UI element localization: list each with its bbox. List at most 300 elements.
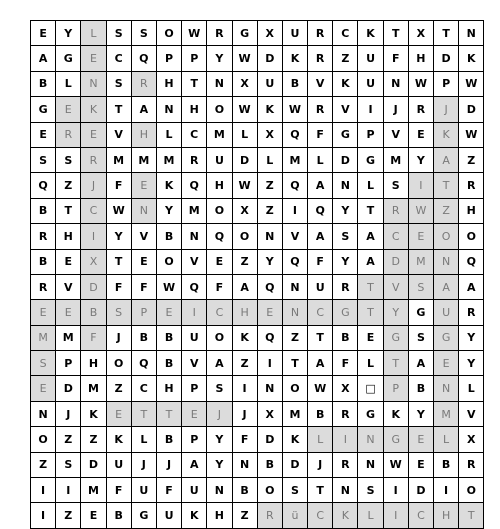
- grid-cell[interactable]: T: [56, 198, 81, 223]
- grid-cell[interactable]: B: [282, 71, 307, 96]
- grid-cell[interactable]: S: [106, 300, 131, 325]
- grid-cell[interactable]: D: [56, 376, 81, 401]
- grid-cell[interactable]: E: [434, 351, 459, 376]
- grid-cell[interactable]: Z: [459, 147, 484, 172]
- grid-cell[interactable]: B: [156, 427, 181, 452]
- grid-cell[interactable]: T: [156, 401, 181, 426]
- grid-cell[interactable]: C: [333, 21, 358, 46]
- grid-cell[interactable]: R: [182, 147, 207, 172]
- grid-cell[interactable]: E: [131, 249, 156, 274]
- grid-cell[interactable]: □: [358, 376, 383, 401]
- grid-cell[interactable]: A: [207, 351, 232, 376]
- grid-cell[interactable]: V: [106, 122, 131, 147]
- grid-cell[interactable]: Q: [182, 173, 207, 198]
- grid-cell[interactable]: E: [31, 300, 56, 325]
- grid-cell[interactable]: U: [106, 452, 131, 477]
- grid-cell[interactable]: F: [131, 274, 156, 299]
- grid-cell[interactable]: I: [81, 224, 106, 249]
- grid-cell[interactable]: R: [308, 21, 333, 46]
- grid-cell[interactable]: E: [81, 46, 106, 71]
- grid-cell[interactable]: U: [282, 21, 307, 46]
- grid-cell[interactable]: B: [434, 452, 459, 477]
- grid-cell[interactable]: Y: [333, 249, 358, 274]
- grid-cell[interactable]: B: [232, 478, 257, 503]
- grid-cell[interactable]: O: [207, 97, 232, 122]
- grid-cell[interactable]: E: [31, 122, 56, 147]
- grid-cell[interactable]: E: [106, 401, 131, 426]
- grid-cell[interactable]: B: [31, 198, 56, 223]
- grid-cell[interactable]: V: [131, 224, 156, 249]
- grid-cell[interactable]: A: [31, 46, 56, 71]
- grid-cell[interactable]: L: [56, 71, 81, 96]
- grid-cell[interactable]: J: [232, 401, 257, 426]
- grid-cell[interactable]: I: [232, 376, 257, 401]
- grid-cell[interactable]: U: [308, 274, 333, 299]
- grid-cell[interactable]: E: [81, 503, 106, 528]
- grid-cell[interactable]: W: [182, 21, 207, 46]
- grid-cell[interactable]: Q: [282, 173, 307, 198]
- grid-cell[interactable]: V: [182, 351, 207, 376]
- grid-cell[interactable]: I: [31, 478, 56, 503]
- grid-cell[interactable]: B: [408, 376, 433, 401]
- grid-cell[interactable]: L: [232, 122, 257, 147]
- grid-cell[interactable]: H: [232, 300, 257, 325]
- grid-cell[interactable]: C: [308, 503, 333, 528]
- grid-cell[interactable]: I: [257, 351, 282, 376]
- grid-cell[interactable]: N: [282, 300, 307, 325]
- grid-cell[interactable]: B: [131, 325, 156, 350]
- grid-cell[interactable]: C: [308, 300, 333, 325]
- grid-cell[interactable]: V: [333, 97, 358, 122]
- grid-cell[interactable]: U: [156, 503, 181, 528]
- grid-cell[interactable]: S: [106, 71, 131, 96]
- grid-cell[interactable]: S: [383, 173, 408, 198]
- grid-cell[interactable]: J: [207, 401, 232, 426]
- grid-cell[interactable]: Y: [56, 21, 81, 46]
- grid-cell[interactable]: Z: [56, 503, 81, 528]
- grid-cell[interactable]: M: [131, 147, 156, 172]
- grid-cell[interactable]: N: [232, 452, 257, 477]
- grid-cell[interactable]: T: [358, 300, 383, 325]
- grid-cell[interactable]: X: [408, 21, 433, 46]
- grid-cell[interactable]: Q: [257, 274, 282, 299]
- grid-cell[interactable]: F: [106, 478, 131, 503]
- grid-cell[interactable]: A: [308, 351, 333, 376]
- grid-cell[interactable]: F: [106, 274, 131, 299]
- grid-cell[interactable]: W: [156, 274, 181, 299]
- grid-cell[interactable]: E: [358, 325, 383, 350]
- grid-cell[interactable]: B: [81, 300, 106, 325]
- grid-cell[interactable]: R: [333, 452, 358, 477]
- grid-cell[interactable]: A: [459, 274, 484, 299]
- grid-cell[interactable]: Y: [106, 224, 131, 249]
- grid-cell[interactable]: O: [434, 224, 459, 249]
- grid-cell[interactable]: N: [358, 427, 383, 452]
- grid-cell[interactable]: C: [81, 198, 106, 223]
- grid-cell[interactable]: B: [156, 325, 181, 350]
- grid-cell[interactable]: C: [207, 300, 232, 325]
- grid-cell[interactable]: I: [333, 427, 358, 452]
- grid-cell[interactable]: I: [383, 503, 408, 528]
- grid-cell[interactable]: O: [207, 198, 232, 223]
- grid-cell[interactable]: L: [308, 427, 333, 452]
- grid-cell[interactable]: P: [156, 46, 181, 71]
- grid-cell[interactable]: A: [232, 274, 257, 299]
- grid-cell[interactable]: I: [282, 198, 307, 223]
- grid-cell[interactable]: X: [232, 198, 257, 223]
- grid-cell[interactable]: M: [81, 376, 106, 401]
- grid-cell[interactable]: A: [308, 224, 333, 249]
- grid-cell[interactable]: R: [459, 173, 484, 198]
- grid-cell[interactable]: B: [106, 503, 131, 528]
- grid-cell[interactable]: D: [257, 46, 282, 71]
- grid-cell[interactable]: T: [434, 21, 459, 46]
- grid-cell[interactable]: F: [333, 351, 358, 376]
- grid-cell[interactable]: I: [31, 503, 56, 528]
- grid-cell[interactable]: R: [333, 401, 358, 426]
- grid-cell[interactable]: Z: [434, 198, 459, 223]
- grid-cell[interactable]: Q: [308, 198, 333, 223]
- grid-cell[interactable]: S: [408, 325, 433, 350]
- grid-cell[interactable]: T: [434, 173, 459, 198]
- grid-cell[interactable]: P: [182, 427, 207, 452]
- grid-cell[interactable]: N: [333, 478, 358, 503]
- grid-cell[interactable]: K: [282, 46, 307, 71]
- grid-cell[interactable]: U: [131, 478, 156, 503]
- grid-cell[interactable]: O: [156, 21, 181, 46]
- grid-cell[interactable]: K: [459, 46, 484, 71]
- grid-cell[interactable]: Z: [232, 503, 257, 528]
- grid-cell[interactable]: T: [106, 249, 131, 274]
- grid-cell[interactable]: S: [282, 478, 307, 503]
- grid-cell[interactable]: Q: [131, 351, 156, 376]
- grid-cell[interactable]: E: [257, 300, 282, 325]
- grid-cell[interactable]: Z: [257, 173, 282, 198]
- grid-cell[interactable]: G: [408, 300, 433, 325]
- grid-cell[interactable]: I: [182, 300, 207, 325]
- grid-cell[interactable]: Y: [207, 452, 232, 477]
- grid-cell[interactable]: Z: [56, 427, 81, 452]
- grid-cell[interactable]: O: [31, 427, 56, 452]
- grid-cell[interactable]: O: [282, 376, 307, 401]
- grid-cell[interactable]: D: [257, 427, 282, 452]
- grid-cell[interactable]: M: [182, 198, 207, 223]
- grid-cell[interactable]: D: [81, 452, 106, 477]
- grid-cell[interactable]: M: [31, 325, 56, 350]
- grid-cell[interactable]: T: [308, 325, 333, 350]
- grid-cell[interactable]: L: [156, 122, 181, 147]
- grid-cell[interactable]: L: [358, 503, 383, 528]
- grid-cell[interactable]: F: [106, 173, 131, 198]
- grid-cell[interactable]: J: [156, 452, 181, 477]
- grid-cell[interactable]: G: [434, 325, 459, 350]
- grid-cell[interactable]: G: [56, 46, 81, 71]
- grid-cell[interactable]: J: [81, 173, 106, 198]
- grid-cell[interactable]: N: [434, 376, 459, 401]
- grid-cell[interactable]: ü: [282, 503, 307, 528]
- grid-cell[interactable]: H: [56, 224, 81, 249]
- grid-cell[interactable]: H: [207, 173, 232, 198]
- grid-cell[interactable]: T: [182, 71, 207, 96]
- grid-cell[interactable]: B: [308, 401, 333, 426]
- grid-cell[interactable]: W: [459, 122, 484, 147]
- grid-cell[interactable]: F: [308, 122, 333, 147]
- grid-cell[interactable]: Q: [257, 325, 282, 350]
- grid-cell[interactable]: P: [131, 300, 156, 325]
- grid-cell[interactable]: T: [106, 97, 131, 122]
- grid-cell[interactable]: N: [131, 198, 156, 223]
- grid-cell[interactable]: W: [383, 452, 408, 477]
- grid-cell[interactable]: R: [308, 46, 333, 71]
- grid-cell[interactable]: T: [358, 274, 383, 299]
- grid-cell[interactable]: H: [207, 503, 232, 528]
- grid-cell[interactable]: Z: [56, 173, 81, 198]
- grid-cell[interactable]: A: [308, 173, 333, 198]
- grid-cell[interactable]: Y: [333, 198, 358, 223]
- grid-cell[interactable]: K: [358, 21, 383, 46]
- grid-cell[interactable]: W: [232, 97, 257, 122]
- grid-cell[interactable]: F: [156, 478, 181, 503]
- grid-cell[interactable]: R: [257, 503, 282, 528]
- grid-cell[interactable]: G: [31, 97, 56, 122]
- grid-cell[interactable]: K: [182, 503, 207, 528]
- grid-cell[interactable]: X: [257, 122, 282, 147]
- grid-cell[interactable]: K: [106, 427, 131, 452]
- grid-cell[interactable]: Z: [282, 325, 307, 350]
- grid-cell[interactable]: U: [182, 478, 207, 503]
- grid-cell[interactable]: Y: [156, 198, 181, 223]
- grid-cell[interactable]: K: [232, 325, 257, 350]
- grid-cell[interactable]: K: [81, 97, 106, 122]
- grid-cell[interactable]: Z: [232, 351, 257, 376]
- grid-cell[interactable]: Q: [31, 173, 56, 198]
- grid-cell[interactable]: O: [459, 224, 484, 249]
- grid-cell[interactable]: N: [333, 173, 358, 198]
- grid-cell[interactable]: K: [333, 503, 358, 528]
- grid-cell[interactable]: K: [81, 401, 106, 426]
- grid-cell[interactable]: F: [383, 46, 408, 71]
- grid-cell[interactable]: R: [131, 71, 156, 96]
- grid-cell[interactable]: S: [131, 21, 156, 46]
- grid-cell[interactable]: O: [232, 224, 257, 249]
- grid-cell[interactable]: Y: [408, 401, 433, 426]
- grid-cell[interactable]: U: [207, 147, 232, 172]
- grid-cell[interactable]: P: [434, 71, 459, 96]
- grid-cell[interactable]: N: [31, 401, 56, 426]
- grid-cell[interactable]: G: [333, 122, 358, 147]
- grid-cell[interactable]: V: [459, 401, 484, 426]
- grid-cell[interactable]: S: [31, 351, 56, 376]
- grid-cell[interactable]: M: [207, 122, 232, 147]
- grid-cell[interactable]: X: [232, 71, 257, 96]
- grid-cell[interactable]: F: [207, 274, 232, 299]
- grid-cell[interactable]: I: [434, 478, 459, 503]
- grid-cell[interactable]: A: [358, 249, 383, 274]
- grid-cell[interactable]: E: [56, 300, 81, 325]
- grid-cell[interactable]: D: [383, 249, 408, 274]
- grid-cell[interactable]: O: [106, 351, 131, 376]
- grid-cell[interactable]: Y: [207, 427, 232, 452]
- grid-cell[interactable]: T: [308, 478, 333, 503]
- grid-cell[interactable]: C: [131, 376, 156, 401]
- grid-cell[interactable]: X: [459, 427, 484, 452]
- grid-cell[interactable]: Q: [131, 46, 156, 71]
- grid-cell[interactable]: E: [408, 452, 433, 477]
- grid-cell[interactable]: W: [408, 71, 433, 96]
- grid-cell[interactable]: Q: [282, 249, 307, 274]
- grid-cell[interactable]: H: [131, 122, 156, 147]
- grid-cell[interactable]: E: [81, 122, 106, 147]
- grid-cell[interactable]: V: [56, 274, 81, 299]
- grid-cell[interactable]: U: [358, 71, 383, 96]
- grid-cell[interactable]: J: [131, 452, 156, 477]
- grid-cell[interactable]: Y: [383, 300, 408, 325]
- grid-cell[interactable]: H: [459, 198, 484, 223]
- grid-cell[interactable]: T: [358, 198, 383, 223]
- grid-cell[interactable]: L: [131, 427, 156, 452]
- grid-cell[interactable]: V: [383, 274, 408, 299]
- grid-cell[interactable]: T: [459, 503, 484, 528]
- grid-cell[interactable]: U: [434, 300, 459, 325]
- grid-cell[interactable]: Y: [207, 46, 232, 71]
- grid-cell[interactable]: L: [459, 376, 484, 401]
- grid-cell[interactable]: C: [106, 46, 131, 71]
- grid-cell[interactable]: E: [31, 376, 56, 401]
- grid-cell[interactable]: L: [358, 173, 383, 198]
- grid-cell[interactable]: V: [308, 71, 333, 96]
- grid-cell[interactable]: X: [257, 21, 282, 46]
- grid-cell[interactable]: R: [81, 147, 106, 172]
- grid-cell[interactable]: B: [333, 325, 358, 350]
- grid-cell[interactable]: G: [358, 401, 383, 426]
- grid-cell[interactable]: M: [408, 249, 433, 274]
- grid-cell[interactable]: M: [434, 401, 459, 426]
- grid-cell[interactable]: D: [282, 452, 307, 477]
- grid-cell[interactable]: P: [56, 351, 81, 376]
- grid-cell[interactable]: I: [56, 478, 81, 503]
- grid-cell[interactable]: I: [358, 97, 383, 122]
- grid-cell[interactable]: W: [408, 198, 433, 223]
- grid-cell[interactable]: K: [156, 173, 181, 198]
- grid-cell[interactable]: G: [358, 147, 383, 172]
- grid-cell[interactable]: Z: [106, 376, 131, 401]
- grid-cell[interactable]: N: [207, 71, 232, 96]
- grid-cell[interactable]: G: [131, 503, 156, 528]
- grid-cell[interactable]: Q: [207, 224, 232, 249]
- grid-cell[interactable]: W: [232, 46, 257, 71]
- grid-cell[interactable]: E: [408, 122, 433, 147]
- grid-cell[interactable]: A: [408, 351, 433, 376]
- grid-cell[interactable]: D: [459, 97, 484, 122]
- grid-cell[interactable]: P: [358, 122, 383, 147]
- grid-cell[interactable]: T: [383, 21, 408, 46]
- grid-cell[interactable]: Z: [31, 452, 56, 477]
- grid-cell[interactable]: S: [106, 21, 131, 46]
- grid-cell[interactable]: Z: [81, 427, 106, 452]
- grid-cell[interactable]: D: [81, 274, 106, 299]
- grid-cell[interactable]: V: [182, 249, 207, 274]
- grid-cell[interactable]: U: [358, 46, 383, 71]
- grid-cell[interactable]: S: [31, 147, 56, 172]
- grid-cell[interactable]: R: [333, 274, 358, 299]
- grid-cell[interactable]: R: [31, 224, 56, 249]
- grid-cell[interactable]: N: [156, 97, 181, 122]
- grid-cell[interactable]: V: [383, 122, 408, 147]
- grid-cell[interactable]: N: [383, 71, 408, 96]
- grid-cell[interactable]: N: [257, 224, 282, 249]
- grid-cell[interactable]: P: [182, 376, 207, 401]
- grid-cell[interactable]: Q: [282, 122, 307, 147]
- grid-cell[interactable]: H: [81, 351, 106, 376]
- grid-cell[interactable]: E: [56, 249, 81, 274]
- grid-cell[interactable]: W: [232, 173, 257, 198]
- grid-cell[interactable]: R: [308, 97, 333, 122]
- grid-cell[interactable]: U: [182, 325, 207, 350]
- grid-cell[interactable]: D: [333, 147, 358, 172]
- grid-cell[interactable]: E: [131, 173, 156, 198]
- grid-cell[interactable]: N: [182, 224, 207, 249]
- grid-cell[interactable]: W: [459, 71, 484, 96]
- grid-cell[interactable]: Z: [257, 198, 282, 223]
- grid-cell[interactable]: F: [81, 325, 106, 350]
- grid-cell[interactable]: T: [131, 401, 156, 426]
- grid-cell[interactable]: J: [308, 452, 333, 477]
- grid-cell[interactable]: J: [434, 97, 459, 122]
- grid-cell[interactable]: R: [459, 452, 484, 477]
- grid-cell[interactable]: J: [56, 401, 81, 426]
- grid-cell[interactable]: N: [81, 71, 106, 96]
- grid-cell[interactable]: Y: [257, 249, 282, 274]
- grid-cell[interactable]: K: [383, 401, 408, 426]
- grid-cell[interactable]: P: [383, 376, 408, 401]
- grid-cell[interactable]: K: [333, 71, 358, 96]
- grid-cell[interactable]: G: [383, 427, 408, 452]
- grid-cell[interactable]: E: [408, 427, 433, 452]
- grid-cell[interactable]: B: [31, 249, 56, 274]
- grid-cell[interactable]: M: [106, 147, 131, 172]
- grid-cell[interactable]: N: [207, 478, 232, 503]
- grid-cell[interactable]: Y: [408, 147, 433, 172]
- grid-cell[interactable]: M: [56, 325, 81, 350]
- grid-cell[interactable]: M: [282, 401, 307, 426]
- grid-cell[interactable]: A: [434, 147, 459, 172]
- grid-cell[interactable]: A: [434, 274, 459, 299]
- grid-cell[interactable]: D: [408, 478, 433, 503]
- grid-cell[interactable]: D: [434, 46, 459, 71]
- grid-cell[interactable]: L: [358, 351, 383, 376]
- grid-cell[interactable]: M: [81, 478, 106, 503]
- grid-cell[interactable]: G: [333, 300, 358, 325]
- grid-cell[interactable]: Q: [459, 249, 484, 274]
- grid-cell[interactable]: L: [81, 21, 106, 46]
- grid-cell[interactable]: S: [358, 478, 383, 503]
- grid-cell[interactable]: C: [383, 224, 408, 249]
- grid-cell[interactable]: S: [207, 376, 232, 401]
- grid-cell[interactable]: K: [282, 427, 307, 452]
- grid-cell[interactable]: R: [408, 97, 433, 122]
- grid-cell[interactable]: N: [282, 274, 307, 299]
- grid-cell[interactable]: L: [434, 427, 459, 452]
- grid-cell[interactable]: C: [408, 503, 433, 528]
- grid-cell[interactable]: E: [207, 249, 232, 274]
- grid-cell[interactable]: J: [106, 325, 131, 350]
- grid-cell[interactable]: X: [81, 249, 106, 274]
- grid-cell[interactable]: A: [358, 224, 383, 249]
- grid-cell[interactable]: N: [257, 376, 282, 401]
- grid-cell[interactable]: G: [383, 325, 408, 350]
- grid-cell[interactable]: H: [156, 376, 181, 401]
- grid-cell[interactable]: Z: [333, 46, 358, 71]
